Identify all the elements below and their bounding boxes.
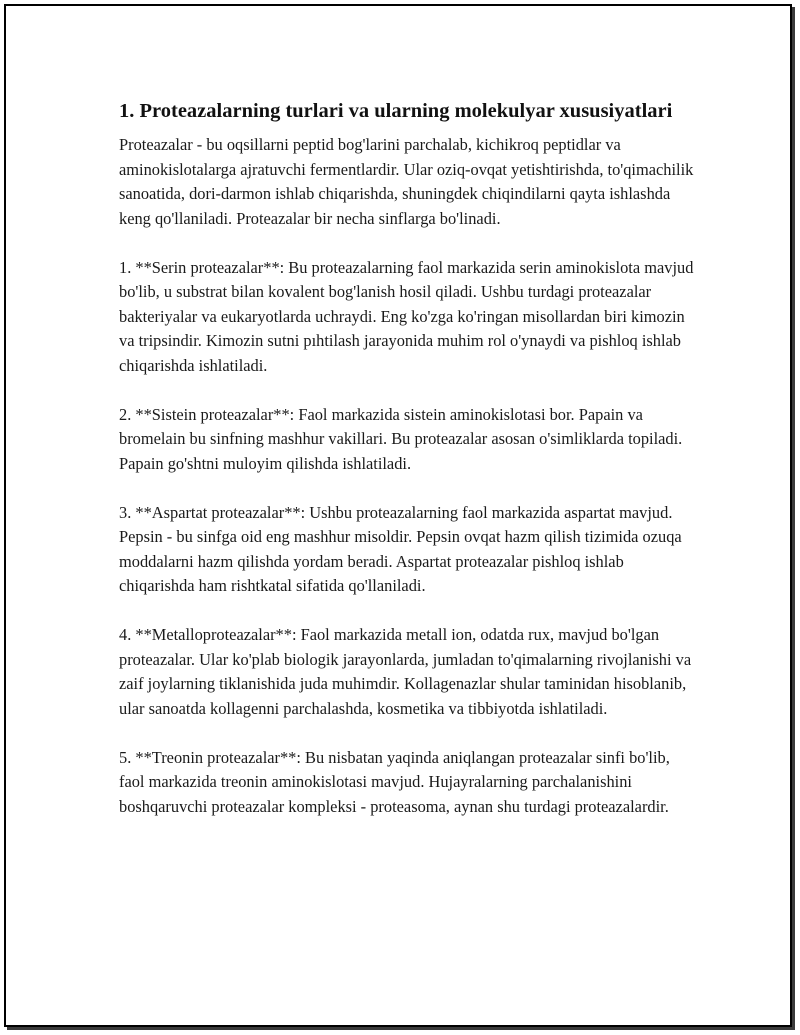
metalloproteases-paragraph: 4. **Metalloproteazalar**: Faol markazida metall ion, odatda rux, mavjud bo'lgan proteazalar. Ular ko'plab biologik jarayonlarda, jumladan to'qimalarning rivojlanishi va zaif joylarning tiklanishida juda muhimdir. Kollagenazlar shular taminidan hisoblanib, ular sanoatda kollagenni parchalashda, kosmetika va tibbiyotda ishlatiladi. (119, 625, 692, 718)
document-heading: 1. Proteazalarning turlari va ularning molekulyar xususiyatlari (119, 100, 673, 122)
cysteine-proteases-paragraph: 2. **Sistein proteazalar**: Faol markazida sistein aminokislotasi bor. Papain va bromelain bu sinfning mashhur vakillari. Bu proteazalar asosan o'simliklarda topiladi. Papain go'shtni muloyim qilishda ishlatiladi. (119, 404, 683, 473)
intro-paragraph: Proteazalar - bu oqsillarni peptid bog'larini parchalab, kichikroq peptidlar va aminokislotalarga ajratuvchi fermentlardir. Ular oziq-ovqat yetishtirishda, to'qimachilik sanoatida, dori-darmon ishlab chiqarishda, shuningdek chiqindilarni qayta ishlashda keng qo'llaniladi. Proteazalar bir necha sinflarga bo'linadi. (119, 135, 694, 228)
document-body (119, 98, 699, 844)
page-frame (4, 4, 792, 1027)
threonine-proteases-paragraph: 5. **Treonin proteazalar**: Bu nisbatan yaqinda aniqlangan proteazalar sinfi bo'lib, faol markazida treonin aminokislotasi mavjud. Hujayralarning parchalanishini boshqaruvchi proteazalar kompleksi - proteasoma, aynan shu turdagi proteazalardir. (119, 747, 670, 816)
aspartate-proteases-paragraph: 3. **Aspartat proteazalar**: Ushbu proteazalarning faol markazida aspartat mavjud. Pepsin - bu sinfga oid eng mashhur misoldir. Pepsin ovqat hazm qilish tizimida ozuqa moddalarni hazm qilishda yordam beradi. Aspartat proteazalar pishloq ishlab chiqarishda ham rishtkatal sifatida qo'llaniladi. (119, 502, 682, 595)
serine-proteases-paragraph: 1. **Serin proteazalar**: Bu proteazalarning faol markazida serin aminokislota mavjud bo'lib, u substrat bilan kovalent bog'lanish hosil qiladi. Ushbu turdagi proteazalar bakteriyalar va eukaryotlarda uchraydi. Eng ko'zga ko'ringan misollardan biri kimozin va tripsindir. Kimozin sutni pıhtilash jarayonida muhim rol o'ynaydi va pishloq ishlab chiqarishda ishlatiladi. (119, 257, 694, 375)
